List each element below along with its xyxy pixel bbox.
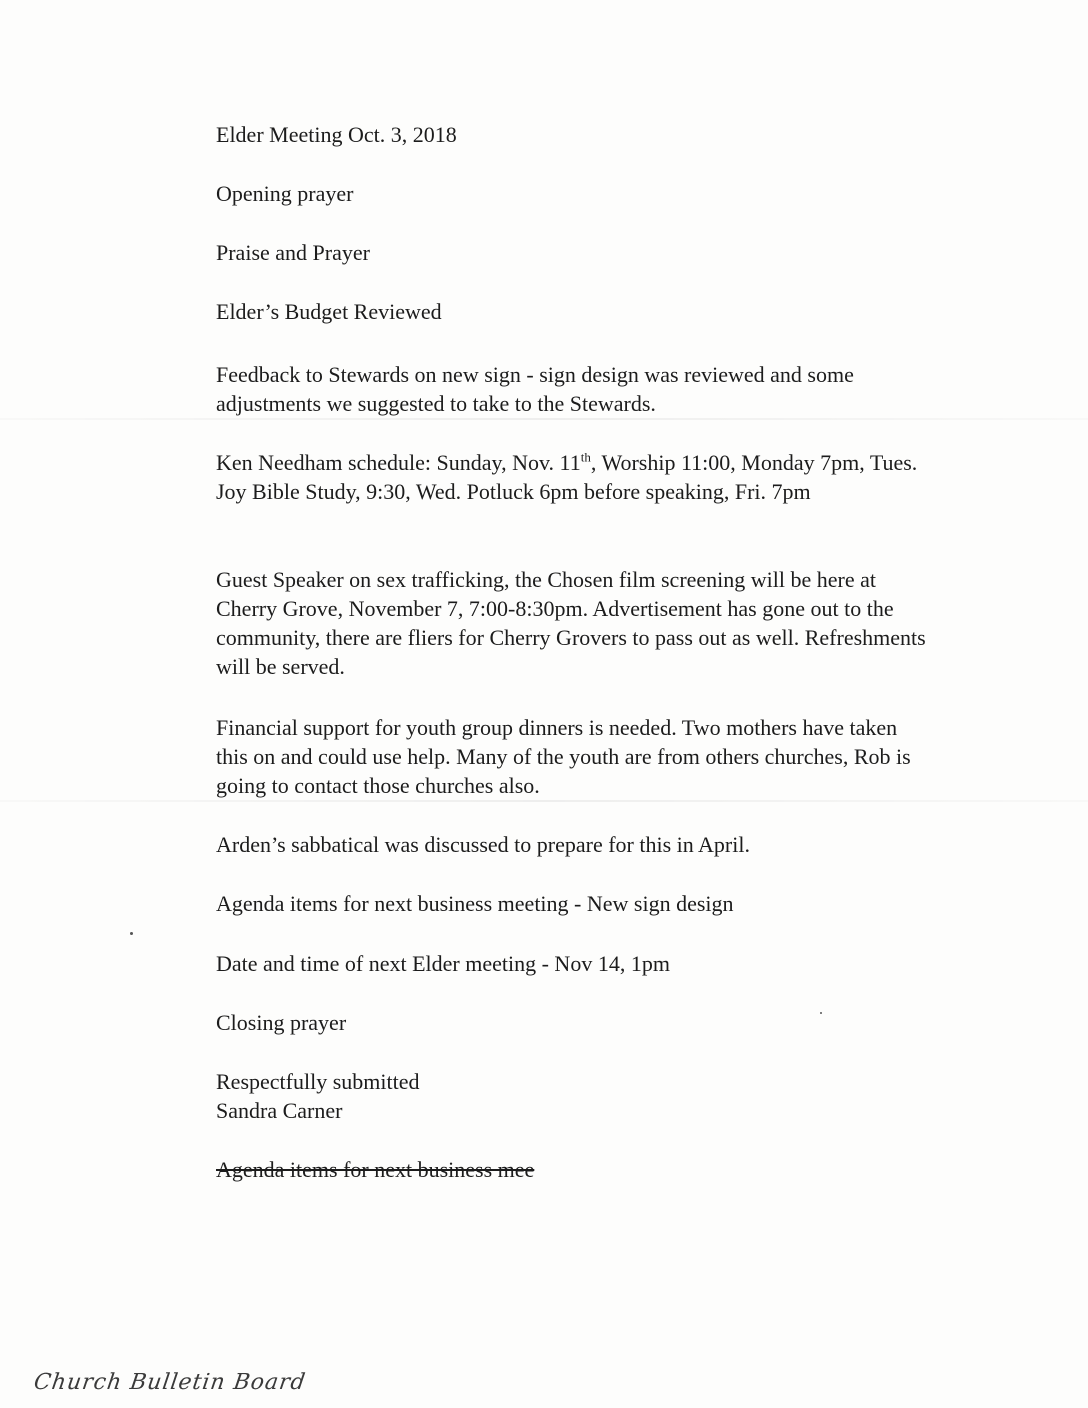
scan-speck — [820, 1012, 822, 1014]
paper-fold — [0, 800, 1088, 802]
closing-prayer: Closing prayer — [216, 1010, 347, 1035]
agenda-item: Agenda items for next business meeting - New sign design — [216, 891, 734, 916]
ken-schedule-text: Ken Needham schedule: Sunday, Nov. 11 — [216, 450, 581, 475]
feedback-item: Feedback to Stewards on new sign - sign design was reviewed and some adjustments we suggested to take to the Stewards. — [216, 362, 854, 416]
guest-speaker-item: Guest Speaker on sex trafficking, the Chosen film screening will be here at Cherry Grove, November 7, 7:00-8:30pm. Advertisement has gone out to the community, there are fliers for Cherry Grovers to pass out as well. Refreshments will be served. — [216, 567, 926, 679]
opening-prayer: Opening prayer — [216, 181, 354, 206]
scan-speck — [130, 932, 133, 935]
budget-item: Elder’s Budget Reviewed — [216, 299, 442, 324]
sabbatical-item: Arden’s sabbatical was discussed to prepare for this in April. — [216, 832, 750, 857]
handwritten-note: Church Bulletin Board — [32, 1370, 308, 1395]
submitted-line: Respectfully submitted — [216, 1069, 420, 1094]
next-meeting-item: Date and time of next Elder meeting - Nov 14, 1pm — [216, 951, 670, 976]
author-name: Sandra Carner — [216, 1098, 343, 1123]
ken-schedule-text-cont: , Worship 11:00, Monday 7pm, Tues. Joy Bible Study, 9:30, Wed. Potluck 6pm before speaking, Fri. 7pm — [216, 450, 918, 504]
praise-and-prayer: Praise and Prayer — [216, 240, 370, 265]
financial-item: Financial support for youth group dinners is needed. Two mothers have taken this on and could use help. Many of the youth are from others churches, Rob is going to contact those churches also. — [216, 715, 911, 798]
struck-out-line: Agenda items for next business mee — [216, 1157, 535, 1182]
meeting-title: Elder Meeting Oct. 3, 2018 — [216, 122, 457, 147]
ordinal-suffix: th — [580, 449, 591, 465]
paper-fold — [0, 418, 1088, 420]
ken-schedule-item — [216, 448, 938, 506]
